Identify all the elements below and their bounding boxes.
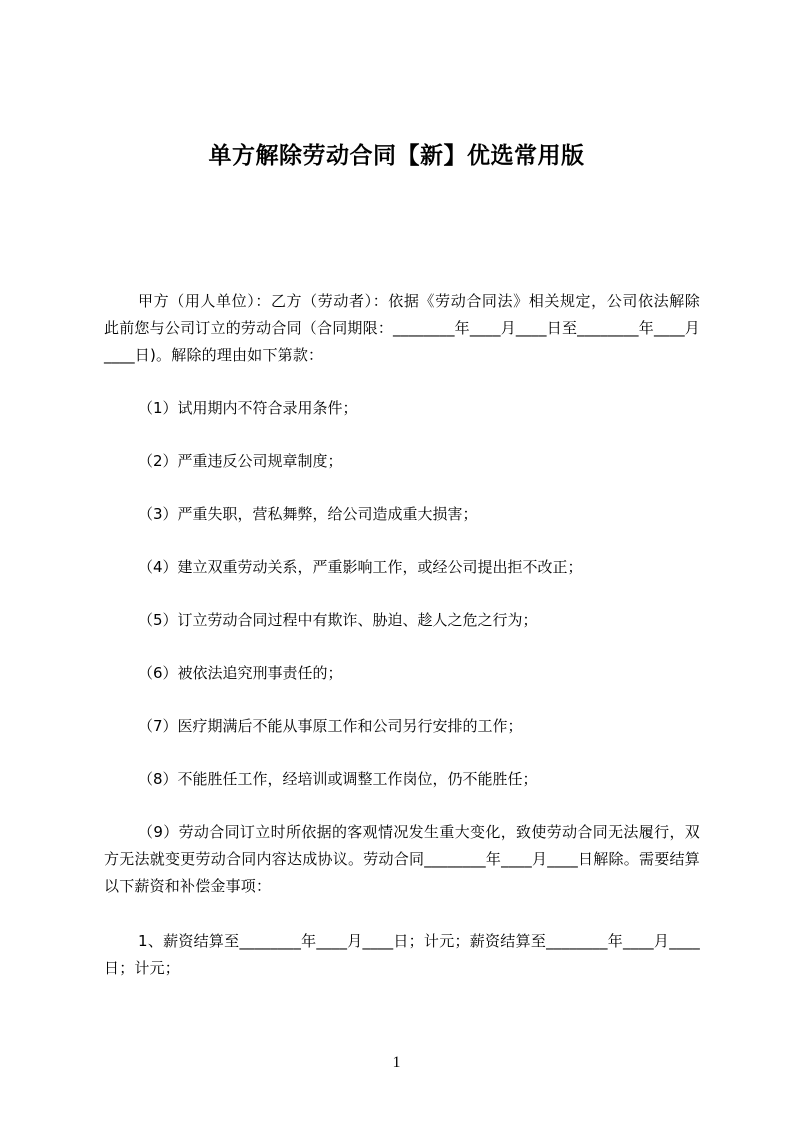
clause-item-6: （6）被依法追究刑事责任的； <box>138 664 343 682</box>
document-title: 单方解除劳动合同【新】优选常用版 <box>208 143 585 169</box>
clause-item-4: （4）建立双重劳动关系，严重影响工作，或经公司提出拒不改正； <box>138 558 583 576</box>
clause-item-8: （8）不能胜任工作，经培训或调整工作岗位，仍不能胜任； <box>138 770 538 788</box>
clause-item-2: （2）严重违反公司规章制度； <box>138 452 343 470</box>
page-number: 1 <box>392 1054 401 1071</box>
clause-item-5: （5）订立劳动合同过程中有欺诈、胁迫、趁人之危之行为； <box>138 611 538 629</box>
clause-item-3: （3）严重失职，营私舞弊，给公司造成重大损害； <box>138 505 478 523</box>
clause-item-7: （7）医疗期满后不能从事原工作和公司另行安排的工作； <box>138 717 523 735</box>
settlement-paragraph: 1、薪资结算至________年____月____日；计元；薪资结算至________年____月____日；计元； <box>104 932 700 977</box>
clause-item-1: （1）试用期内不符合录用条件； <box>138 399 358 417</box>
clause-item-9: （9）劳动合同订立时所依据的客观情况发生重大变化，致使劳动合同无法履行，双方无法就变更劳动合同内容达成协议。劳动合同________年____月____日解除。需要结算以下薪资和补偿金事项： <box>104 823 700 895</box>
intro-paragraph: 甲方（用人单位）：乙方（劳动者）：依据《劳动合同法》相关规定，公司依法解除此前您与公司订立的劳动合同（合同期限：________年____月____日至________年____月____日)。解除的理由如下第款： <box>104 292 700 364</box>
